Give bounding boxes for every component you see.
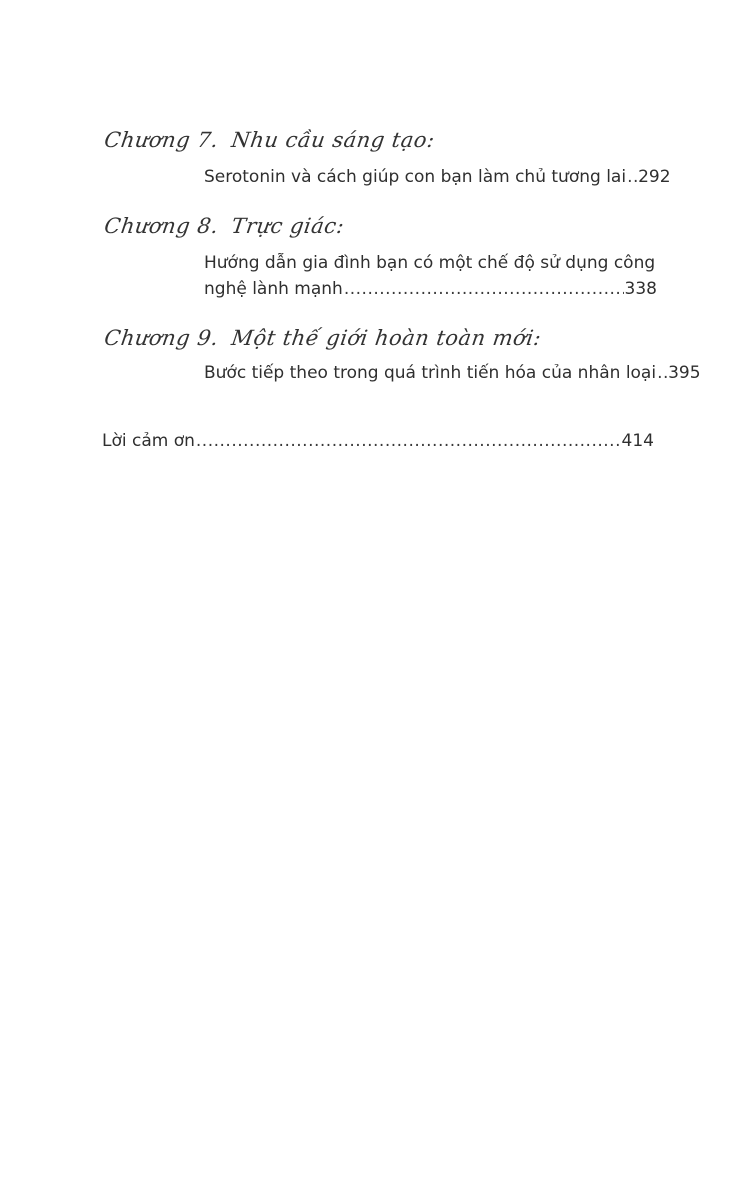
toc-chapter-8 xyxy=(102,208,658,320)
toc-entry[interactable] xyxy=(204,360,701,386)
dot-leader xyxy=(344,276,624,302)
toc-entry[interactable] xyxy=(204,164,671,190)
toc-entry-title: Serotonin và cách giúp con bạn làm chủ tương lai xyxy=(204,167,627,187)
toc-chapter-7 xyxy=(102,122,671,208)
toc-acknowledgements[interactable] xyxy=(102,428,654,454)
toc-chapter-9 xyxy=(102,320,701,422)
chapter-heading xyxy=(102,320,663,356)
chapter-title: Nhu cầu sáng tạo: xyxy=(229,128,437,152)
chapter-title: Trực giác: xyxy=(229,214,346,238)
toc-page-number: 414 xyxy=(621,431,654,451)
dot-leader xyxy=(196,428,621,454)
toc-page-number: 338 xyxy=(624,279,657,299)
toc-page-number: 395 xyxy=(668,363,701,383)
table-of-contents xyxy=(102,122,701,454)
chapter-number: Chương 9. xyxy=(102,326,221,350)
toc-entry-title: Bước tiếp theo trong quá trình tiến hóa của nhân loại xyxy=(204,363,657,383)
toc-page-number: 292 xyxy=(638,167,671,187)
chapter-number: Chương 8. xyxy=(102,214,221,238)
dot-leader xyxy=(657,360,667,386)
chapter-title: Một thế giới hoàn toàn mới: xyxy=(229,326,543,350)
toc-entry-title: Lời cảm ơn xyxy=(102,431,195,451)
toc-entry-title: Hướng dẫn gia đình bạn có một chế độ sử dụng công xyxy=(204,253,656,273)
dot-leader xyxy=(627,164,637,190)
chapter-number: Chương 7. xyxy=(102,128,221,152)
chapter-heading xyxy=(102,122,663,158)
chapter-heading xyxy=(102,208,663,244)
toc-entry[interactable] xyxy=(204,250,657,302)
toc-entry-title-continued: nghệ lành mạnh xyxy=(204,279,343,299)
